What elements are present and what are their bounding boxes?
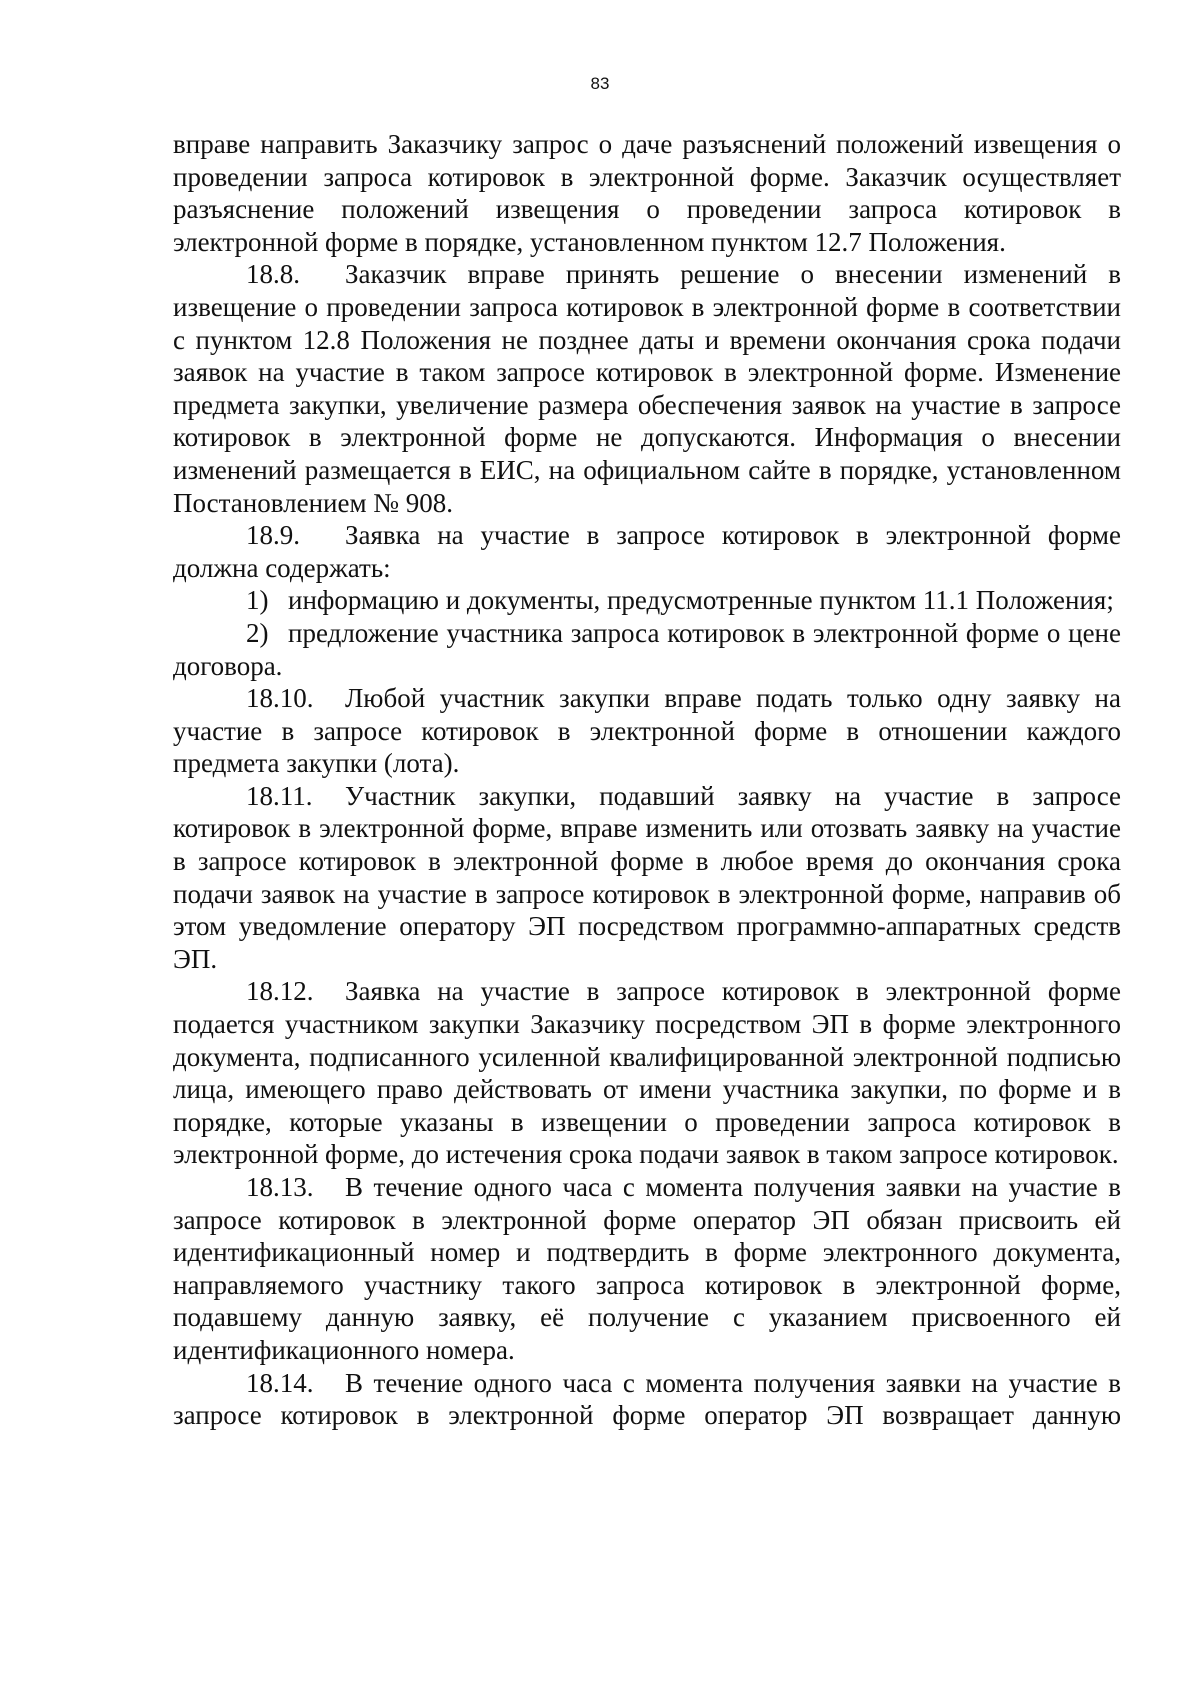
- clause-number: 18.14.: [246, 1367, 314, 1398]
- clause-number: 18.12.: [246, 976, 314, 1007]
- clause-number: 18.11.: [246, 780, 313, 811]
- document-body: [173, 128, 1121, 1432]
- clause-number: 18.13.: [246, 1172, 314, 1202]
- paragraph-text: Заявка на участие в запросе котировок в электронной форме должна содержать:: [173, 520, 1121, 583]
- paragraph-18-12: [173, 975, 1121, 1171]
- paragraph-text: Заказчик вправе принять решение о внесении изменений в извещение о проведении запроса котировок в электронной форме в соответствии с пунктом 12.8 Положения не позднее даты и времени окончания срока подачи заявок на участие в таком запросе котировок в электронной форме. Изменение предмета закупки, увеличение размера обеспечения заявок на участие в запросе котировок в электронной форме не допускаются. Информация о внесении изменений размещается в ЕИС, на официальном сайте в порядке, установленном Постановлением № 908.: [173, 259, 1121, 518]
- list-item-2: [173, 617, 1121, 682]
- paragraph-text: Заявка на участие в запросе котировок в электронной форме подается участником закупки Заказчику посредством ЭП в форме электронного документа, подписанного усиленной квалифицированной электронной подписью лица, имеющего право действовать от имени участника закупки, по форме и в порядке, которые указаны в извещении о проведении запроса котировок в электронной форме, до истечения срока подачи заявок в таком запросе котировок.: [173, 976, 1121, 1170]
- paragraph-text: информацию и документы, предусмотренные пунктом 11.1 Положения;: [288, 585, 1114, 616]
- paragraph-18-8: [173, 258, 1121, 519]
- page-number: 83: [590, 74, 610, 93]
- paragraph-18-10: [173, 682, 1121, 780]
- paragraph-text: В течение одного часа с момента получения заявки на участие в запросе котировок в электронной форме оператор ЭП возвращает данную: [173, 1367, 1121, 1431]
- paragraph-continuation: [173, 128, 1121, 258]
- paragraph-text: Участник закупки, подавший заявку на участие в запросе котировок в электронной форме, вправе изменить или отозвать заявку на участие в запросе котировок в электронной форме в любое время до окончания срока подачи заявок на участие в запросе котировок в электронной форме, направив об этом уведомление оператору ЭП посредством программно-аппаратных средств ЭП.: [173, 780, 1121, 974]
- paragraph-text: вправе направить Заказчику запрос о даче разъяснений положений извещения о проведении запроса котировок в электронной форме. Заказчик осуществляет разъяснение положений извещения о проведении запроса котировок в электронной форме в порядке, установленном пунктом 12.7 Положения.: [173, 129, 1121, 257]
- clause-number: 18.10.: [246, 683, 314, 714]
- paragraph-text: В течение одного часа с момента получения заявки на участие в запросе котировок в электронной форме оператор ЭП обязан присвоить ей идентификационный номер и подтвердить в форме электронного документа, направляемого участнику такого запроса котировок в электронной форме, подавшему данную заявку, её получение с указанием присвоенного ей идентификационного номера.: [173, 1172, 1121, 1365]
- clause-number: 18.9.: [246, 520, 300, 551]
- paragraph-18-13: [173, 1171, 1121, 1367]
- paragraph-text: Любой участник закупки вправе подать только одну заявку на участие в запросе котировок в электронной форме в отношении каждого предмета закупки (лота).: [173, 683, 1121, 779]
- list-marker: 2): [246, 617, 269, 648]
- list-item-1: [173, 584, 1121, 617]
- clause-number: 18.8.: [246, 259, 300, 290]
- paragraph-text: предложение участника запроса котировок в электронной форме о цене договора.: [173, 617, 1121, 681]
- paragraph-18-14: [173, 1367, 1121, 1432]
- paragraph-18-11: [173, 780, 1121, 976]
- list-marker: 1): [246, 585, 269, 616]
- paragraph-18-9: [173, 519, 1121, 584]
